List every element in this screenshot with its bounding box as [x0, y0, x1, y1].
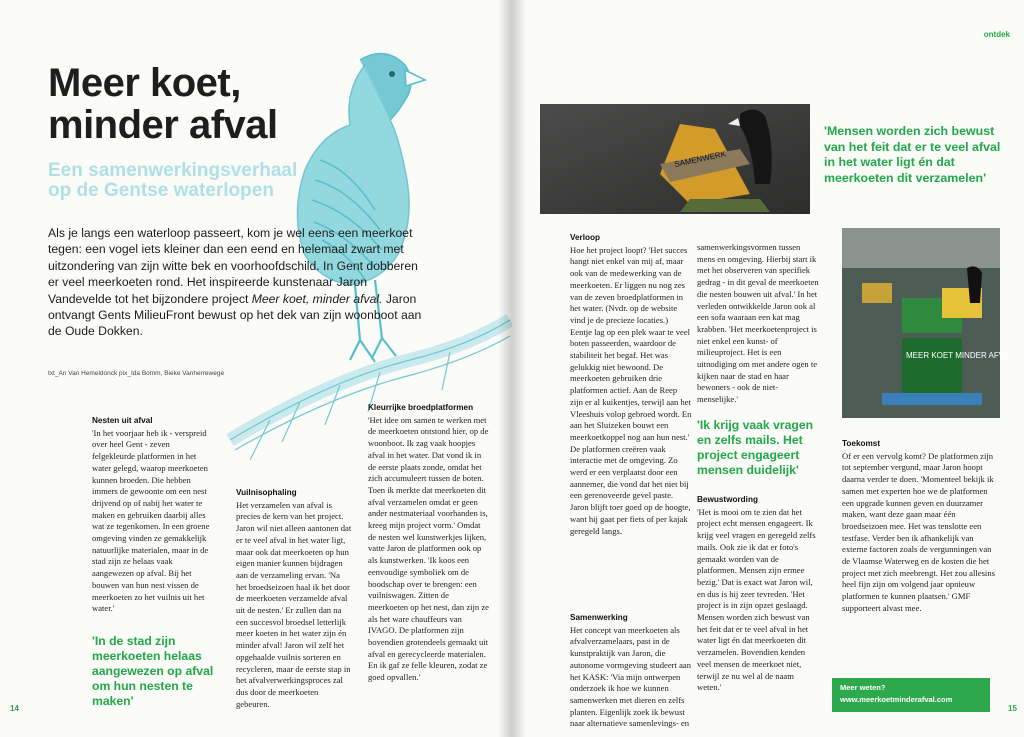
subtitle-line-1: Een samenwerkingsverhaal: [48, 160, 298, 181]
photo-platform-drawing: [540, 104, 810, 214]
info-url[interactable]: www.meerkoetminderafval.com: [840, 695, 953, 704]
intro-text-before: Als je langs een waterloop passeert, kom je wel eens een meerkoet tegen: een vogel iets kleiner dan een eend en helemaal zwart met uitzondering van zijn witte bek en voorhoofdschild. In Gent dobberen er veel meerkoeten rond. Het inspireerde kunstenaar Jaron Vandevelde tot het bijzondere project: [48, 226, 418, 306]
heading-broedplatformen: Kleurrijke broedplatformen: [368, 403, 474, 412]
page-number-left: 14: [10, 704, 19, 713]
text-broedplatformen: 'Het idee om samen te werken met de meerkoeten ontstond hier, op de woonboot. Ik zag vaak hoopjes afval in het water. Dat vond ik in de eerste plaats zonde, omdat het zich accumuleert tussen de boten. Toen ik merkte dat meerkoeten dit afval verzamelen omdat er geen ander nestmateriaal voorhanden is, kreeg mijn project vorm.' Omdat de nesten wel kunstwerkjes lijken, vatte Jaron de platformen ook op als kunstwerken. 'Ik koos een eenvoudige symboliek om de boodschap over te brengen: een vuilniswagen. Zitten de meerkoeten op het nest, dan zijn ze als het ware chauffeurs van IVAGO. De platformen zijn bovendien grotendeels gemaakt uit afval en gerecycleerde materialen. En ik gaf ze felle kleuren, zodat ze goed opvallen.': [368, 414, 489, 683]
heading-nesten: Nesten uit afval: [92, 416, 153, 425]
column-samenwerking-cont: samenwerkingsvormen tussen mens en omgeving. Hierbij start ik met het observeren van specifiek gedrag - in dit geval de meerkoeten die nesten bouwen uit afval.' In het verleden ontwikkelde Jaron ook al een sofa waaraan een kat mag krabben. 'Het meerkoetenproject is niet enkel een kunst- of milieuproject. Het is een uitnodiging om met andere ogen te kijken naar de stad en haar bewoners - ook de niet-menselijke.': [697, 242, 819, 405]
pull-quote-left: 'In de stad zijn meerkoeten helaas aangewezen op afval om hun nesten te maken': [92, 634, 214, 708]
text-samenwerking: Het concept van meerkoeten als afvalverzamelaars, past in de kunstpraktijk van Jaron, die autonome vormgeving studeert aan het KASK: 'Via mijn ontwerpen onderzoek ik hoe we kunnen samenwerken met dieren en zelfs planten. Eigenlijk zoek ik bewust naar alternatieve samenlevings- en: [570, 624, 691, 729]
intro-text-after: Jaron ontvangt Gents MilieuFront bewust op het dek van zijn woonboot aan de Oude Dokken.: [48, 291, 422, 339]
heading-bewustwording: Bewustwording: [697, 495, 758, 504]
column-nesten: [92, 415, 212, 615]
column-toekomst: [842, 438, 1000, 615]
right-page: [512, 0, 1024, 737]
pull-quote-top: 'Mensen worden zich bewust van het feit dat er te veel afval in het water ligt én dat meerkoeten dit verzamelen': [824, 124, 1001, 185]
boat-sign: MEER KOET MINDER AFVAL: [906, 351, 1014, 360]
heading-toekomst: Toekomst: [842, 439, 881, 448]
section-tag: ontdek: [983, 30, 1010, 39]
intro-project-title: Meer koet, minder afval.: [251, 291, 383, 306]
photo-platforms-water: [842, 228, 1014, 418]
text-bewustwording: 'Het is mooi om te zien dat het project echt mensen engageert. Ik krijg veel vragen en geregeld zelfs mails. Ook zie ik dat er foto's gemaakt worden van de platformen. Mensen zijn ermee bezig.' Dat is exact wat Jaron wil, en dus is hij zeer tevreden. 'Het project is in zijn opzet geslaagd. Mensen worden zich bewust van het feit dat er te veel afval in het water ligt én dat meerkoeten dit verzamelen. Bovendien kenden veel mensen de meerkoet niet, terwijl ze nu wel al de naam weten.': [697, 506, 816, 693]
text-nesten: 'In het voorjaar heb ik - verspreid over heel Gent - zeven felgekleurde platformen in het water gelegd, waarop meerkoeten kunnen broeden. Die hebben immers de gewoonte om een nest drijvend op of nabij het water te maken en gebruiken daarbij alles wat ze tegenkomen. In een groene omgeving vinden ze gemakkelijk natuurlijke materialen, maar in de stad zijn ze helaas vaak aangewezen op afval. Bij het bouwen van hun nest vissen de meerkoeten zo het vuilnis uit het water.': [92, 427, 210, 614]
heading-verloop: Verloop: [570, 233, 601, 242]
sign-text: SAMENWERK: [673, 149, 727, 169]
column-verloop: [570, 232, 692, 537]
column-samenwerking: [570, 612, 692, 730]
photo-platform-dark: [540, 104, 810, 214]
heading-vuilnisophaling: Vuilnisophaling: [236, 488, 297, 497]
pull-quote-right: 'Ik krijg vaak vragen en zelfs mails. Het project engageert mensen duidelijk': [697, 418, 814, 477]
intro-paragraph: [48, 225, 428, 340]
text-verloop: Hoe het project loopt? 'Het succes hangt niet enkel van mij af, maar ook van de medewerking van de meerkoeten. Er liggen nu nog zes van de zeven broedplatformen in het water. (Nvdr. op de website vind je de precieze locaties.) Eentje lag op een plek waar te veel boten passeerden, waardoor de stabiliteit het begaf. Het was gelukkig niet bewoond. De meerkoeten gebruiken drie platformen actief. Aan de Reep zijn er al kuikentjes, terwijl aan het Vleeshuis volop gebroed wordt. En aan het Sluizeken bouwt een meerkoetkoppel nog aan hun nest.' De platformen creëren vaak interactie met de omgeving. Zo werd er een verplaatst door een aannemer, die vond dat het niet bij een gerenoveerde gevel paste. Jaron blijft toer goed op de hoogte, want hij gaat per fiets of per kajak geregeld langs.: [570, 244, 692, 536]
text-toekomst: Of er een vervolg komt? De platformen zijn tot september vergund, maar Jaron hoopt daarna verder te doen. 'Momenteel bekijk ik samen met experten hoe we de platformen een upgrade kunnen geven en duurzamer maken, want deze gaan maar één broedseizoen mee. Het was tenslotte een testfase. Verder ben ik afhankelijk van externe factoren zoals de vergunningen van de Vlaamse Waterweg en de kosten die het project met zich meebrengt. Het zou allesins heel fijn zijn om volgend jaar opnieuw platformen te kunnen plaatsen.' GMF supporteert alvast mee.: [842, 450, 995, 613]
credits: txt_An Van Hemeldonck pix_Ida Bomm, Bieke Vanherrewege: [48, 370, 225, 377]
info-label: Meer weten?: [840, 683, 886, 692]
page-number-right: 15: [1008, 704, 1017, 713]
text-vuilnisophaling: Het verzamelen van afval is precies de kern van het project. Jaron wil niet alleen aantonen dat er te veel afval in het water ligt, maar ook dat meerkoeten op hun eigen manier kunnen bijdragen aan de verzameling ervan. 'Na het broedseizoen haal ik het door de meerkoeten verzamelde afval uit de nesten.' Er zullen dan na een succesvol broedsel letterlijk meer koeten in het water zijn én minder afval! Jaron wil zelf het opgehaalde vuilnis sorteren en recycleren, maar de eerste stap in het afvalverwerkingsproces zal dus door de meerkoeten gebeuren.: [236, 499, 352, 709]
title-line-2: minder afval: [48, 103, 278, 147]
article-title: [48, 62, 278, 146]
article-subtitle: [48, 161, 297, 201]
heading-samenwerking: Samenwerking: [570, 613, 628, 622]
photo-platforms-drawing: [842, 228, 1014, 418]
subtitle-line-2: op de Gentse waterlopen: [48, 180, 274, 201]
column-broedplatformen: [368, 402, 490, 684]
column-vuilnisophaling: [236, 487, 352, 710]
column-bewustwording: [697, 494, 819, 694]
title-line-1: Meer koet,: [48, 61, 241, 105]
info-box: [832, 678, 990, 712]
